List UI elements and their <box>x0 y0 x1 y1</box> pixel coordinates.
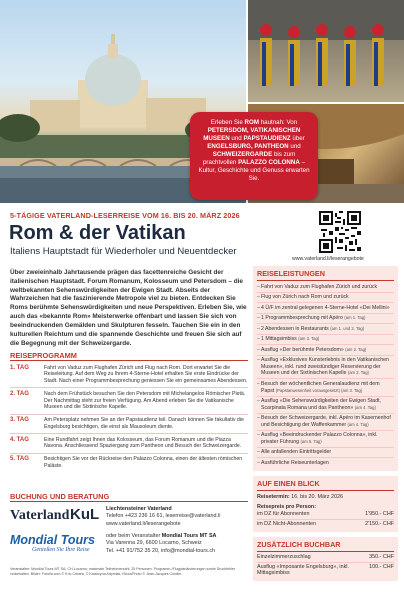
list-item: – Fahrt von Vaduz zum Flughafen Zürich und zurück <box>257 282 394 293</box>
list-item: – Alle anfallenden Eintrittsgelder <box>257 448 394 459</box>
kul-logo: KuL <box>70 506 100 523</box>
program-day <box>10 434 248 454</box>
list-item: – 1 Programmbesprechung mit Apéro (am 1. Tag) <box>257 314 394 325</box>
highlights-callout: Erleben Sie ROM hautnah: Von PETERSDOM, VATIKANISCHEN MUSEEN und PAPSTAUDIENZ über ENGELSBURG, PANTHEON und SCHWEIZERGARDE bis zum prachtvollen PALAZZO COLONNA – Kultur, Geschichte und Genuss erwarten Sie. <box>190 112 318 200</box>
day-number: 5. TAG <box>10 456 29 462</box>
extras-heading: ZUSÄTZLICH BUCHBAR <box>257 540 394 552</box>
list-item: – Flug von Zürich nach Rom und zurück <box>257 293 394 304</box>
day-text: Besichtigen Sie vor der Rückreise den Palazzo Colonna, einen der ältesten römischen Paläste. <box>44 456 243 469</box>
intro-text: Über zweieinhalb Jahrtausende prägen das facettenreiche Gesicht der italienischen Hauptstadt. Forum Romanum, Kolosseum und Petersdom – die weltbekannten Sehenswürdigkeiten der Ewigen Stadt. Abseits der Wahrzeichen hat die faszinierende Metropole viel zu bieten. Entdecken Sie Roms berühmte Sehenswürdigkeiten und neue Perspektiven. Erleben Sie, wie auch das «bekannte Rom» Meisterwerke offenbart und lassen Sie sich von beeindruckenden Gemälden und Skulpturen fesseln. Tauchen Sie ein in den kulturellen Reichtum und die spannende Geschichte und freuen Sie sich auf die Begegnung mit der Schweizergarde. <box>10 269 247 347</box>
day-text: Am Petersplatz nehmen Sie an der Papstaudienz teil. Danach können Sie fakultativ die Engelsburg besichtigen, die einst als Mausoleum diente. <box>44 417 244 430</box>
trip-kicker: 5-TÄGIGE VATERLAND-LESERREISE VOM 16. BIS 20. MÄRZ 2026 <box>10 211 240 220</box>
list-item: – Besuch der wöchentlichen Generalaudienz mit dem Papst (Papstanwesenheit vorausgesetzt) (am 3. Tag) <box>257 379 394 396</box>
contact-name: Liechtensteiner Vaterland <box>106 506 172 512</box>
extras-box <box>253 537 398 581</box>
price-row: Einzelzimmerzuschlag 350.- CHF <box>257 553 394 563</box>
price-row: Ausflug «Imposante Engelsburg», inkl. Mittagsimbiss 100.- CHF <box>257 564 394 577</box>
day-text: Fahrt von Vaduz zum Flughafen Zürich und Flug nach Rom. Dort erwartet Sie die Reiseleitung. Auf dem Weg zu Ihrem 4-Sterne-Hotel erhalten Sie erste Eindrücke der Stadt. Nach einer Programmbesprechung geniessen Sie ein gemeinsames Abendessen. <box>44 364 248 384</box>
services-heading: REISELEISTUNGEN <box>257 269 394 281</box>
price-row: im DZ Nicht-Abonnenten 2'150.- CHF <box>257 521 394 528</box>
list-item: – Ausflug «Der berühmte Petersdom» (am 2. Tag) <box>257 345 394 356</box>
list-item: – Ausflug «Die Sehenswürdigkeiten der Ewigen Stadt, Scarpinata Romana und das Pantheon» (am 4. Tag) <box>257 397 394 414</box>
list-item: – Ausflug «Exklusives Kunsterlebnis in den Vatikanischen Museen», inkl. rund zweistündiger Reservierung der Museen und der Sixtinischen Kapelle (am 2. Tag) <box>257 356 394 380</box>
contact-phone-email[interactable]: Telefon +423 236 16 61, leserreise@vaterland.li <box>106 513 221 520</box>
price-row: im DZ für Abonnenten 1'950.- CHF <box>257 510 394 520</box>
program-day <box>10 388 248 414</box>
contact-address: Via Varenna 29, 6600 Locarno, Schweiz <box>106 540 202 547</box>
page-subtitle: Italiens Hauptstadt für Wiederholer und Neuentdecker <box>10 246 237 257</box>
qr-code[interactable] <box>319 211 361 253</box>
day-number: 1. TAG <box>10 364 29 371</box>
program-day <box>10 362 248 388</box>
at-a-glance-box <box>253 476 398 532</box>
info-column <box>253 266 398 581</box>
page-title: Rom & der Vatikan <box>9 222 186 244</box>
at-a-glance-heading: AUF EINEN BLICK <box>257 479 394 491</box>
travel-date: Reisetermin: 16. bis 20. März 2026 <box>257 493 343 500</box>
contact-vaterland <box>106 506 220 528</box>
program-heading: REISEPROGRAMM <box>10 351 77 360</box>
fineprint: Veranstalter: Mondial Tours MT SA, CH-Locarno; maximale Teilnehmerzahl: 25 Personen. Programm-/Flugplanänderungen sowie Druckfehler vorbehalten. Bilder: Fotolia.com © Eric Cristea, © Katarzyna Artymiak, iStockPhoto © Jean-Jacques Cordier. <box>10 567 236 576</box>
program-list <box>10 362 248 472</box>
program-day <box>10 415 248 435</box>
list-item: – Ausführliche Reiseunterlagen <box>257 458 394 468</box>
photo-collage <box>0 0 404 203</box>
list-item: – 1 Mittagsimbiss (am 3. Tag) <box>257 335 394 346</box>
list-item: – Ausflug «Beeindruckender Palazzo Colonna», inkl. privater Führung (am 5. Tag) <box>257 431 394 448</box>
day-text: Eine Rundfahrt zeigt Ihnen das Kolosseum, das Forum Romanum und die Piazza Navona. Anschliessend Spaziergang zum Pantheon und Besuch der Schweizergarde. <box>44 436 242 450</box>
vaterland-logo: Vaterland <box>10 508 70 523</box>
day-text: Nach dem Frühstück besuchen Sie den Petersdom mit Michelangelos Römischer Pietà. Der Nachmittag steht zur freien Verfügung. Am Abend erleben Sie die Vatikanische Museen und die Sixtinische Kapelle. <box>44 390 246 411</box>
contact-phone-email[interactable]: Tel. +41 91/752 35 20, info@mondial-tours.ch <box>106 547 216 554</box>
list-item: – 4 Ü/F im zentral gelegenen 4-Sterne-Hotel «Dei Mellini» <box>257 303 394 314</box>
mondial-tours-logo: Mondial Tours <box>10 533 95 547</box>
day-number: 4. TAG <box>10 436 29 443</box>
mondial-tours-tagline: Genießen Sie Ihre Reise <box>32 547 90 553</box>
price-label: Reisepreis pro Person: <box>257 503 317 510</box>
booking-heading: BUCHUNG UND BERATUNG <box>10 492 110 501</box>
list-item: – 2 Abendessen in Restaurants (am 1. und 2. Tag) <box>257 324 394 335</box>
qr-url[interactable]: www.vaterland.li/leserangebote <box>292 256 364 262</box>
day-number: 3. TAG <box>10 417 29 423</box>
booking-divider <box>10 501 248 502</box>
swiss-guard-illustration <box>248 0 404 102</box>
list-item: – Besuch der Schweizergarde, inkl. Apéro im Kasernenhof und Besichtigung der Waffenkammer (am 4. Tag) <box>257 414 394 431</box>
program-day <box>10 454 248 473</box>
day-number: 2. TAG <box>10 390 29 397</box>
contact-name: Mondial Tours MT SA <box>161 533 217 539</box>
contact-prefix: oder beim Veranstalter <box>106 533 162 539</box>
swiss-guard-photo <box>248 0 404 102</box>
contact-mondial <box>106 533 216 555</box>
contact-website[interactable]: www.vaterland.li/leserangebote <box>106 520 181 527</box>
program-divider <box>10 360 248 361</box>
services-box <box>253 266 398 471</box>
